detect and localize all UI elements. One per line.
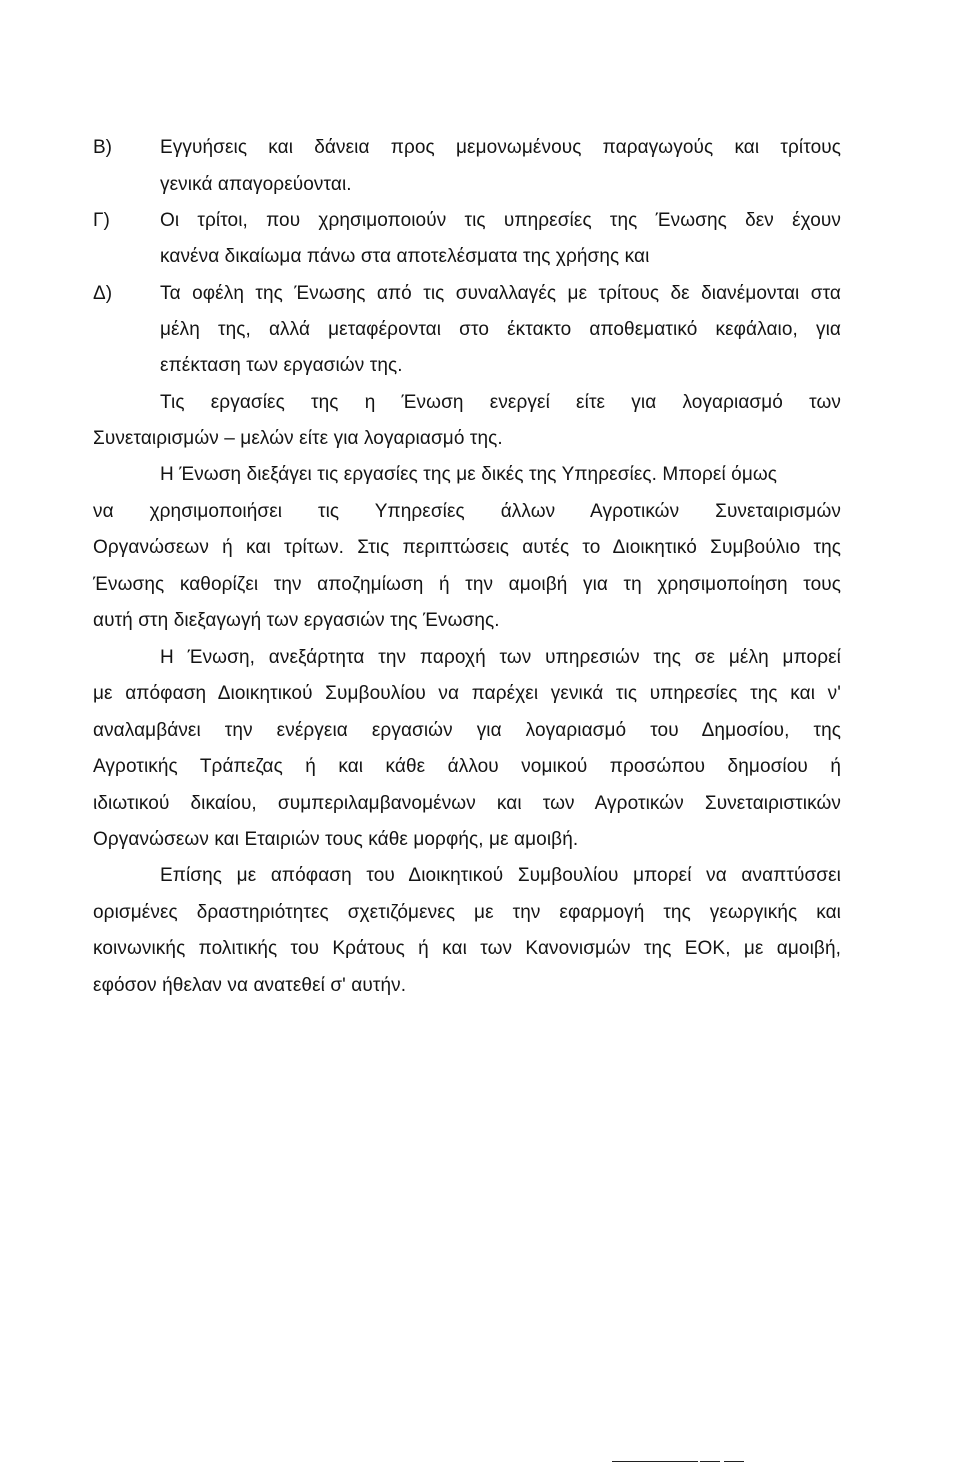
- paragraph-3-line-2: με απόφαση Διοικητικού Συμβουλίου να παρέχει γενικά τις υπηρεσίες της και ν': [93, 683, 841, 704]
- paragraph-2-line-2: να χρησιμοποιήσει τις Υπηρεσίες άλλων Αγροτικών Συνεταιρισμών: [93, 501, 841, 522]
- paragraph-3-line-5: ιδιωτικού δικαίου, συμπεριλαμβανομένων και των Αγροτικών Συνεταιριστικών: [93, 793, 841, 814]
- footer-rule-segment: [724, 1461, 744, 1462]
- paragraph-3-line-6: Οργανώσεων και Εταιριών τους κάθε μορφής, με αμοιβή.: [93, 829, 579, 850]
- item-d-line-2: μέλη της, αλλά μεταφέρονται στο έκτακτο αποθεματικό κεφάλαιο, για: [160, 319, 841, 340]
- item-g-line-1: Οι τρίτοι, που χρησιμοποιούν τις υπηρεσίες της Ένωσης δεν έχουν: [160, 210, 841, 231]
- item-d-line-1: Τα οφέλη της Ένωσης από τις συναλλαγές με τρίτους δε διανέμονται στα: [160, 283, 841, 304]
- item-g-line-2: κανένα δικαίωμα πάνω στα αποτελέσματα της χρήσης και: [160, 246, 650, 267]
- paragraph-2-line-5: αυτή στη διεξαγωγή των εργασιών της Ένωσης.: [93, 610, 500, 631]
- item-marker-d: Δ): [93, 283, 113, 304]
- item-b-line-1: Εγγυήσεις και δάνεια προς μεμονωμένους παραγωγούς και τρίτους: [160, 137, 841, 158]
- item-d-line-3: επέκταση των εργασιών της.: [160, 355, 403, 376]
- paragraph-3-line-3: αναλαμβάνει την ενέργεια εργασιών για λογαριασμό του Δημοσίου, της: [93, 720, 841, 741]
- paragraph-1-line-2: Συνεταιρισμών – μελών είτε για λογαριασμό της.: [93, 428, 503, 449]
- paragraph-4-line-4: εφόσον ήθελαν να ανατεθεί σ' αυτήν.: [93, 975, 407, 996]
- paragraph-4-line-1: Επίσης με απόφαση του Διοικητικού Συμβουλίου μπορεί να αναπτύσσει: [160, 865, 841, 886]
- item-marker-b: B): [93, 137, 112, 158]
- paragraph-2-line-1: Η Ένωση διεξάγει τις εργασίες της με δικές της Υπηρεσίες. Μπορεί όμως: [160, 464, 778, 485]
- item-b-line-2: γενικά απαγορεύονται.: [160, 174, 352, 195]
- paragraph-2-line-3: Οργανώσεων ή και τρίτων. Στις περιπτώσεις αυτές το Διοικητικό Συμβούλιο της: [93, 537, 841, 558]
- paragraph-3-line-4: Αγροτικής Τράπεζας ή και κάθε άλλου νομικού προσώπου δημοσίου ή: [93, 756, 841, 777]
- paragraph-3-line-1: Η Ένωση, ανεξάρτητα την παροχή των υπηρεσιών της σε μέλη μπορεί: [160, 647, 841, 668]
- footer-rule: [612, 1461, 698, 1462]
- paragraph-1-line-1: Τις εργασίες της η Ένωση ενεργεί είτε για λογαριασμό των: [160, 392, 841, 413]
- paragraph-4-line-2: ορισμένες δραστηριότητες σχετιζόμενες με την εφαρμογή της γεωργικής και: [93, 902, 841, 923]
- paragraph-4-line-3: κοινωνικής πολιτικής του Κράτους ή και των Κανονισμών της ΕΟΚ, με αμοιβή,: [93, 938, 841, 959]
- paragraph-2-line-4: Ένωσης καθορίζει την αποζημίωση ή την αμοιβή για τη χρησιμοποίηση τους: [93, 574, 841, 595]
- item-marker-g: Γ): [93, 210, 110, 231]
- footer-rule-segment: [700, 1461, 720, 1462]
